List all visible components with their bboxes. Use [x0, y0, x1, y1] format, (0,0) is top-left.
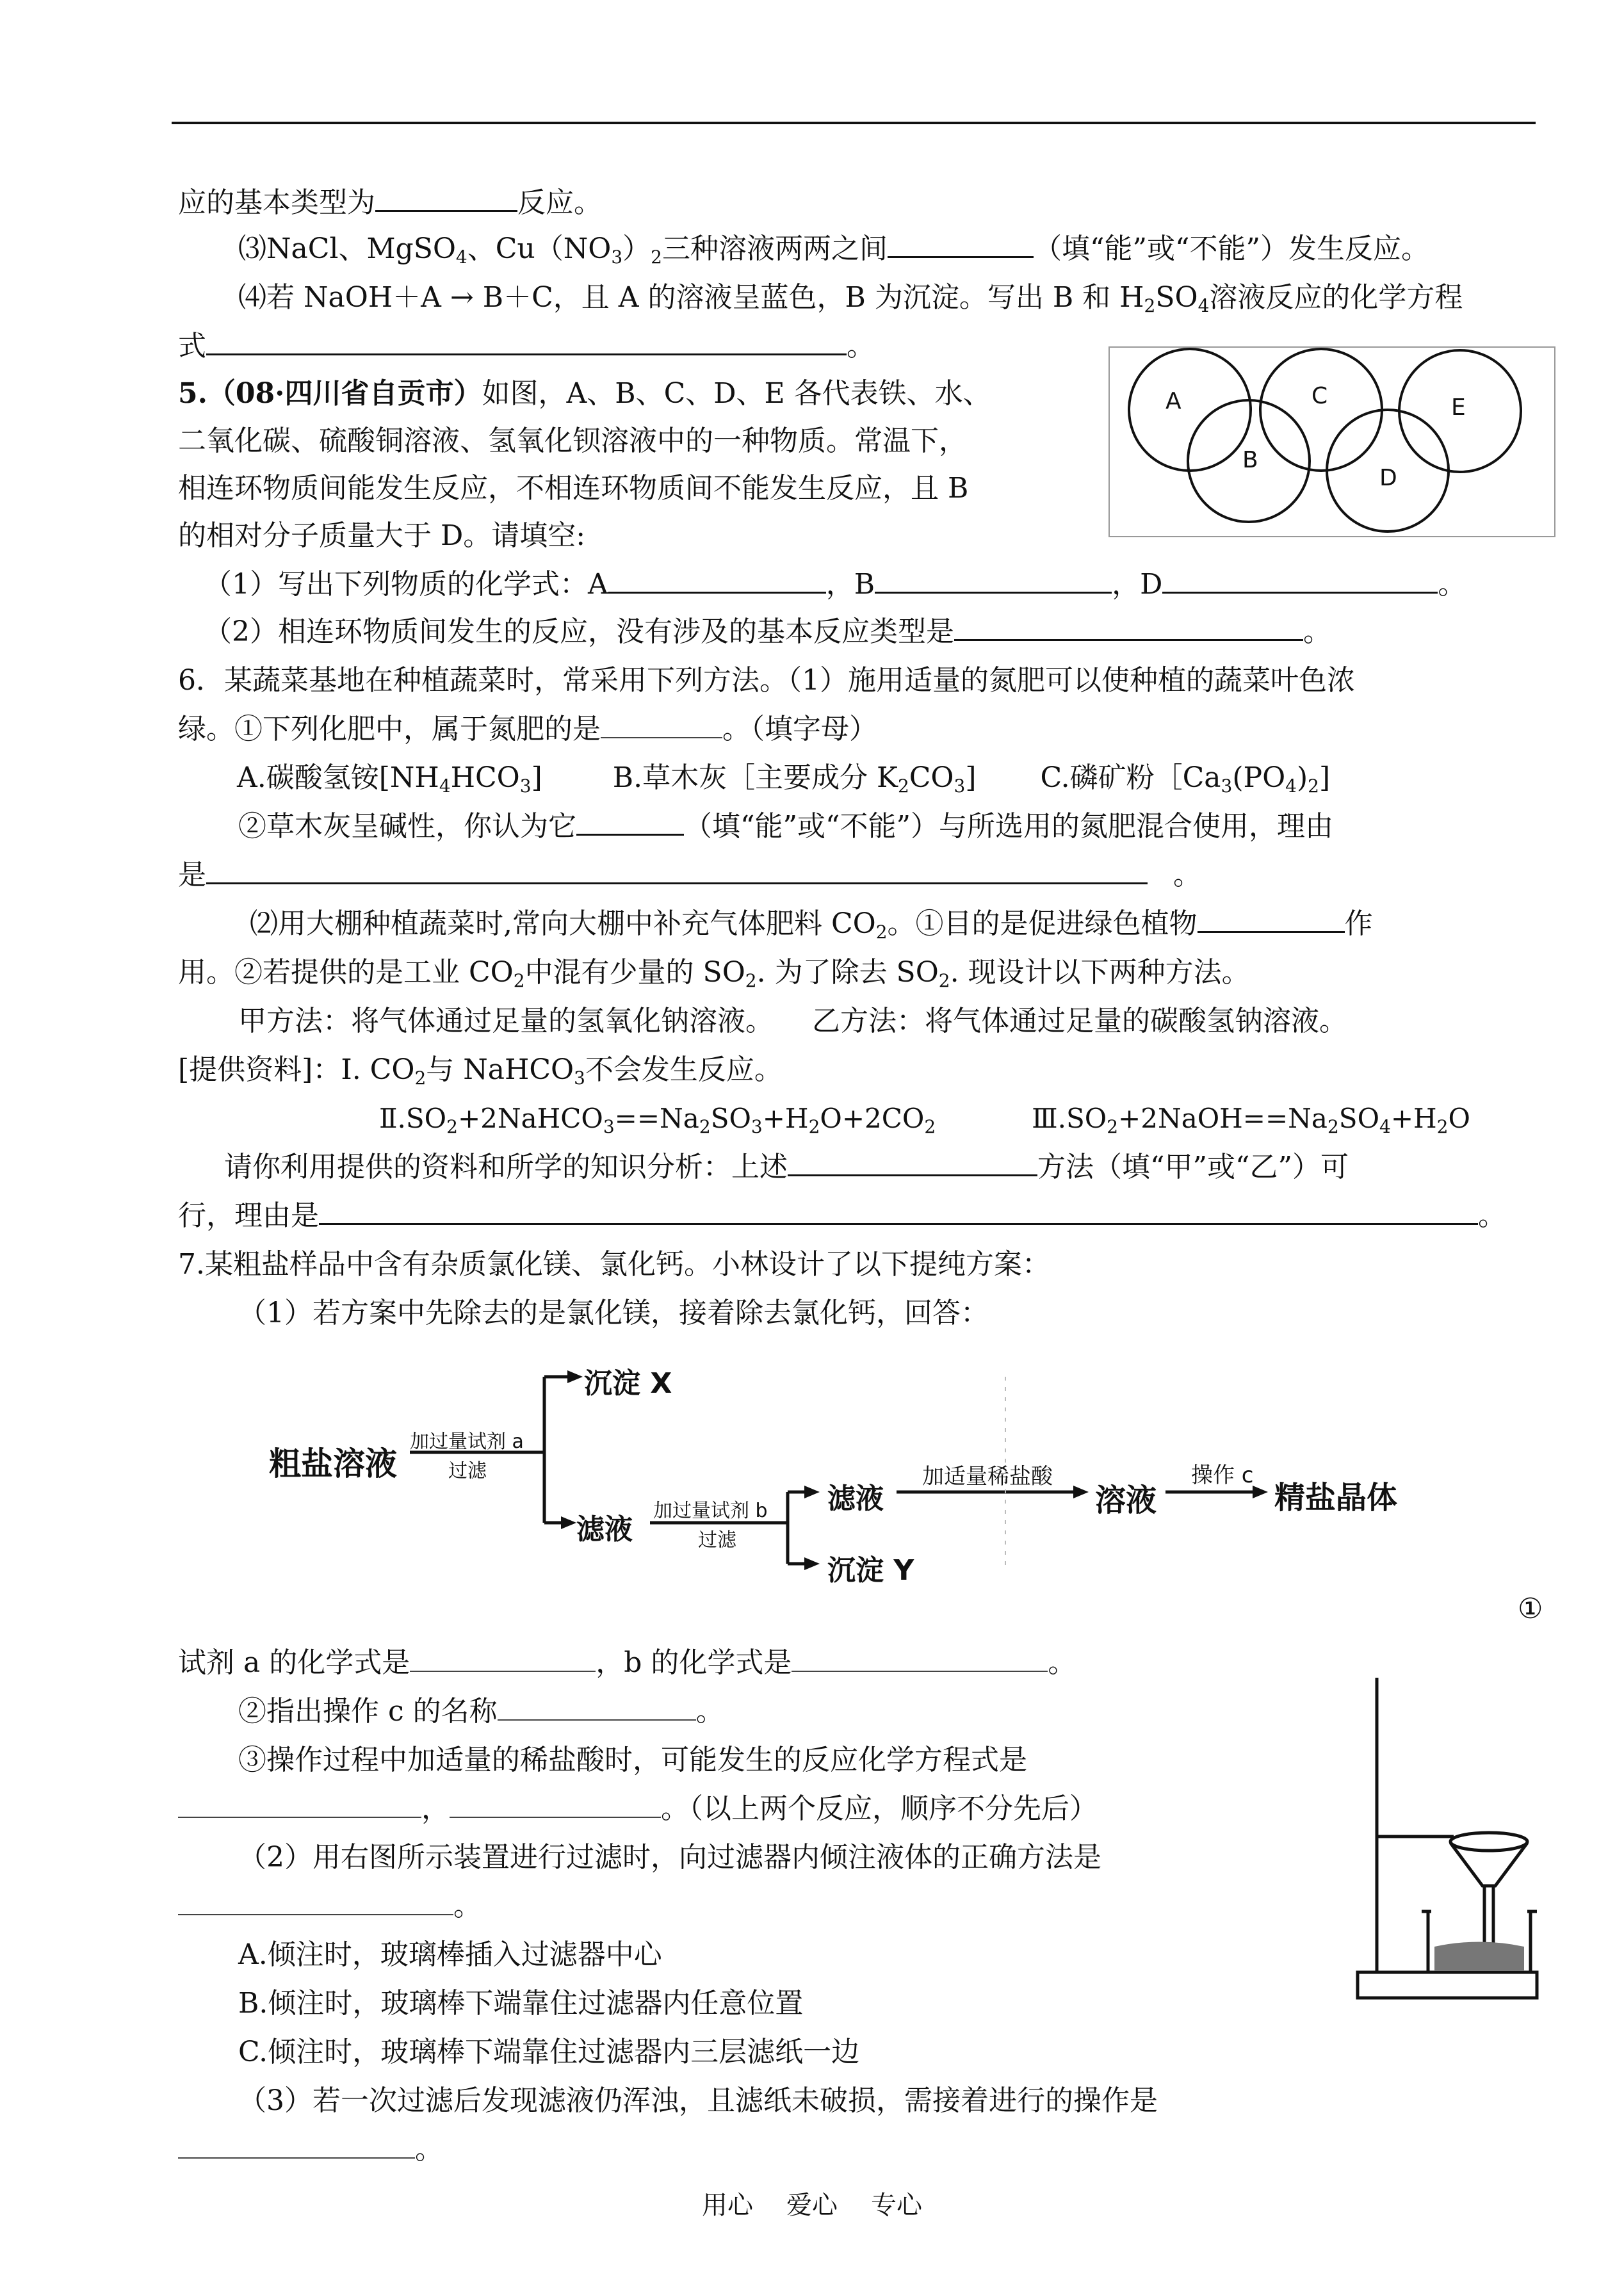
answer-blank[interactable] — [788, 1149, 1037, 1176]
text-line — [238, 1693, 724, 1730]
answer-blank[interactable] — [319, 1197, 1478, 1225]
text-line — [178, 1197, 1506, 1235]
text: 方法（填“甲”或“乙”）可 — [1037, 1151, 1349, 1183]
purification-flowchart — [263, 1358, 1454, 1575]
text: 的相对分子质量大于 D。请填空: — [178, 519, 586, 552]
ring-c — [1260, 349, 1382, 471]
answer-blank[interactable] — [178, 2132, 415, 2159]
method-yi: 乙方法：将气体通过足量的碳酸氢钠溶液。 — [812, 1005, 1347, 1037]
text: ②指出操作 c 的名称 — [238, 1695, 498, 1728]
text: 是 — [178, 859, 206, 891]
flow-precipitate-y: 沉淀 Y — [827, 1554, 914, 1587]
answer-blank[interactable] — [888, 231, 1034, 258]
text: （填“能”或“不能”）与所选用的氮肥混合使用，理由 — [684, 810, 1333, 843]
ring-label-a: A — [1165, 388, 1181, 414]
text-line — [178, 328, 875, 365]
stand-base — [1358, 1972, 1537, 1998]
answer-blank-2[interactable] — [450, 1791, 661, 1818]
text: ⑵用大棚种植蔬菜时,常向大棚中补充气体肥料 CO — [250, 907, 876, 940]
text-line — [224, 1149, 1349, 1186]
text-line — [238, 2082, 1158, 2120]
option-a: A.碳酸氢铵$[NH_4HCO_3]$ — [237, 761, 542, 797]
text: 相连环物质间能发生反应，不相连环物质间不能发生反应，且 B — [178, 472, 969, 505]
text: ⑶NaCl、MgSO — [238, 232, 456, 265]
text-line — [238, 1742, 1027, 1779]
arrowhead — [567, 1370, 583, 1383]
text-line — [238, 1295, 989, 1332]
flow-operation-c: 操作 c — [1191, 1463, 1254, 1488]
flow-crude-solution: 粗盐溶液 — [269, 1445, 397, 1482]
arrowhead — [804, 1557, 820, 1570]
flow-filter-2: 过滤 — [698, 1529, 736, 1552]
text-line — [178, 1644, 1076, 1682]
option-c[interactable]: C.倾注时，玻璃棒下端靠住过滤器内三层滤纸一边 — [238, 2036, 860, 2068]
option-b: B.草木灰［主要成分 $K_2CO_3$] — [612, 761, 977, 797]
header-rule — [172, 122, 1536, 124]
text: （1）若方案中先除去的是氯化镁，接着除去氯化钙，回答： — [238, 1297, 989, 1329]
answer-blank[interactable] — [206, 328, 847, 355]
text-line — [178, 711, 877, 748]
text: 。（填字母） — [722, 713, 877, 745]
text: 、Cu（NO — [467, 232, 612, 265]
subscript: 2 — [875, 921, 888, 943]
text: 。 — [1438, 568, 1466, 601]
ring-label-e: E — [1451, 394, 1466, 421]
answer-blank-a[interactable] — [608, 566, 826, 594]
text: 6．某蔬菜基地在种植蔬菜时，常采用下列方法。（1）施用适量的氮肥可以使种植的蔬菜叶色浓 — [178, 664, 1355, 697]
diagram-frame — [1109, 347, 1555, 537]
option-b[interactable]: B.倾注时，玻璃棒下端靠住过滤器内任意位置 — [238, 1987, 804, 2020]
method-jia: 甲方法：将气体通过足量的氢氧化钠溶液。 — [238, 1005, 774, 1037]
text-line — [204, 613, 1331, 651]
arrowhead — [804, 1486, 820, 1498]
answer-blank[interactable] — [1198, 905, 1345, 933]
text: ②草木灰呈碱性，你认为它 — [238, 810, 576, 843]
flow-filtrate-2: 滤液 — [827, 1482, 884, 1515]
subscript: 4 — [1198, 295, 1210, 316]
text: 作 — [1344, 907, 1373, 940]
answer-blank[interactable] — [178, 1888, 453, 1915]
text: 二氧化碳、硫酸铜溶液、氢氧化钡溶液中的一种物质。常温下， — [178, 425, 967, 457]
equation-line — [379, 1100, 1470, 1137]
text-line — [238, 1839, 1101, 1876]
answer-blank[interactable] — [601, 711, 722, 738]
footer-text: 专心 — [871, 2191, 922, 2220]
answer-blank-d[interactable] — [1162, 566, 1438, 594]
text: 7.某粗盐样品中含有杂质氯化镁、氯化钙。小林设计了以下提纯方案： — [178, 1248, 1050, 1281]
text: （1）写出下列物质的化学式：A — [204, 568, 608, 601]
text: 试剂 a 的化学式是 — [178, 1646, 410, 1679]
flow-reagent-b: 加过量试剂 b — [653, 1500, 768, 1522]
text-line — [238, 231, 1429, 268]
text-line: [提供资料]：Ⅰ. $CO_2$与 NaHCO$_3$不会发生反应。 — [178, 1053, 783, 1089]
ring-label-b: B — [1242, 447, 1258, 473]
text: 。 — [1048, 1646, 1076, 1679]
text: 式 — [178, 330, 206, 362]
text: 。 — [1173, 859, 1201, 891]
equation-3: $Ⅲ.SO_2+2NaOH==Na_2SO_4+H_2O$ — [1032, 1103, 1470, 1137]
text: 。 — [695, 1695, 724, 1728]
text: 。 — [453, 1890, 482, 1922]
text: 应的基本类型为 — [178, 186, 375, 219]
footer-text: 用心 — [702, 2191, 753, 2220]
subscript: 4 — [455, 247, 467, 268]
text: （2）相连环物质间发生的反应，没有涉及的基本反应类型是 — [204, 615, 954, 648]
text: 。①目的是促进绿色植物 — [887, 907, 1198, 940]
flow-reagent-a: 加过量试剂 a — [410, 1431, 524, 1453]
funnel-rim — [1450, 1833, 1527, 1851]
ring-label-d: D — [1379, 465, 1397, 491]
flow-refined-salt: 精盐晶体 — [1274, 1480, 1398, 1516]
subscript: 2 — [1144, 295, 1156, 316]
question-7-line — [178, 1246, 1050, 1283]
text-line — [178, 517, 585, 555]
text: ） — [622, 232, 651, 265]
text-line — [178, 423, 967, 460]
text: 。 — [1478, 1199, 1506, 1232]
text-line — [178, 470, 968, 507]
answer-blank[interactable] — [576, 808, 684, 836]
text: 。（以上两个反应，顺序不分先后） — [661, 1792, 1098, 1825]
flow-filtrate-1: 滤液 — [576, 1513, 633, 1546]
options-line — [237, 759, 1330, 797]
answer-blank-b[interactable] — [792, 1645, 1048, 1672]
subscript: 2 — [651, 247, 662, 268]
text: 请你利用提供的资料和所学的知识分析：上述 — [224, 1151, 788, 1183]
page-footer — [0, 2185, 1624, 2221]
ring-a — [1129, 349, 1251, 471]
text: ，b 的化学式是 — [596, 1646, 792, 1679]
flow-solution: 溶液 — [1095, 1482, 1157, 1518]
text: （2）用右图所示装置进行过滤时，向过滤器内倾注液体的正确方法是 — [238, 1841, 1101, 1874]
text-line — [250, 905, 1373, 943]
text: 三种溶液两两之间 — [662, 232, 888, 265]
flow-filter-1: 过滤 — [448, 1460, 487, 1482]
text: 。 — [415, 2133, 443, 2166]
text: 反应。 — [517, 186, 602, 219]
text-line — [178, 1888, 482, 1925]
footer-text: 爱心 — [786, 2191, 838, 2220]
subscript: 3 — [611, 247, 623, 268]
arrowhead — [561, 1516, 576, 1529]
methods-line — [238, 1003, 1347, 1040]
rings-diagram — [1108, 346, 1556, 538]
text: 。 — [1303, 615, 1331, 648]
text-line — [178, 184, 602, 222]
answer-blank[interactable] — [206, 857, 1148, 884]
option-c: C.磷矿粉$[Ca_3(PO_4)_2$] — [1040, 761, 1331, 797]
flow-dilute-hcl: 加适量稀盐酸 — [922, 1464, 1053, 1489]
text-line — [238, 279, 1463, 316]
text: ， — [421, 1792, 450, 1825]
question-5-line — [178, 375, 991, 412]
text: ，B — [825, 568, 875, 601]
beaker-liquid — [1434, 1942, 1524, 1972]
text-line — [178, 1790, 1098, 1828]
answer-blank[interactable] — [498, 1694, 696, 1721]
answer-blank[interactable] — [954, 613, 1303, 641]
filtration-apparatus-illustration — [1345, 1665, 1550, 2011]
text: 。 — [847, 330, 875, 362]
question-6-line — [178, 662, 1355, 699]
text: 绿。①下列化肥中，属于氮肥的是 — [178, 713, 601, 745]
text: ③操作过程中加适量的稀盐酸时，可能发生的反应化学方程式是 — [238, 1744, 1027, 1776]
text: 溶液反应的化学方程 — [1209, 281, 1463, 314]
answer-blank-a[interactable] — [410, 1645, 596, 1672]
question-source: 5.（08·四川省自贡市） — [178, 377, 482, 410]
arrowhead — [1253, 1486, 1268, 1498]
text-line — [238, 808, 1333, 845]
text-line — [178, 857, 1201, 894]
answer-blank-1[interactable] — [178, 1791, 421, 1818]
text-line: 用。②若提供的是工业 $CO_2$中混有少量的 $SO_2$. 为了除去 $SO_2$. 现设计以下两种方法。 — [178, 956, 1250, 991]
flow-precipitate-x: 沉淀 X — [584, 1367, 672, 1400]
answer-blank-b[interactable] — [875, 566, 1112, 594]
text: 行，理由是 — [178, 1199, 319, 1232]
equation-2: $Ⅱ.SO_2+2NaHCO_3==Na_2SO_3+H_2O+2CO_2$ — [379, 1103, 936, 1137]
text-line — [204, 566, 1466, 603]
ring-label-c: C — [1311, 383, 1328, 409]
circle-marker: ① — [1518, 1593, 1543, 1625]
text: 如图，A、B、C、D、E 各代表铁、水、 — [482, 377, 991, 410]
text: （填“能”或“不能”）发生反应。 — [1033, 232, 1429, 265]
text: （3）若一次过滤后发现滤液仍浑浊，且滤纸未破损，需接着进行的操作是 — [238, 2084, 1158, 2117]
answer-blank[interactable] — [375, 184, 517, 212]
arrowhead — [1073, 1486, 1089, 1498]
option-a[interactable]: A.倾注时，玻璃棒插入过滤器中心 — [238, 1938, 662, 1971]
text: ⑷若 NaOH＋A → B＋C，且 A 的溶液呈蓝色，B 为沉淀。写出 B 和 H — [238, 281, 1144, 314]
text: ，D — [1112, 568, 1163, 601]
text: SO — [1155, 281, 1198, 314]
text-line — [178, 2131, 443, 2168]
